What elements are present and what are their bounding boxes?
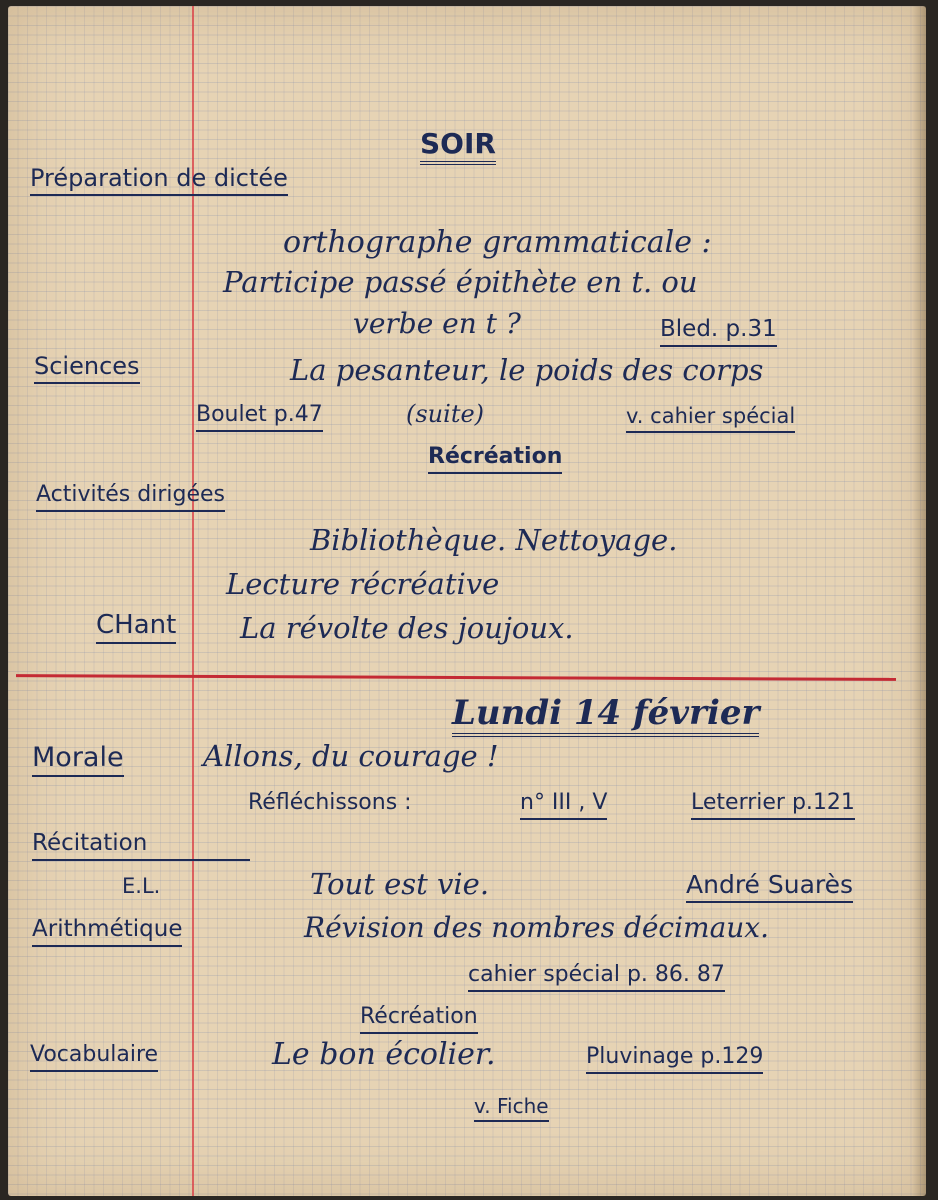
sciences-line: La pesanteur, le poids des corps	[290, 353, 764, 387]
activities-label: Activités dirigées	[36, 484, 225, 512]
vocabulary-worksheet: v. Fiche	[474, 1096, 549, 1122]
recitation-author: André Suarès	[686, 872, 853, 903]
recitation-line: Tout est vie.	[310, 867, 490, 901]
morals-label: Morale	[32, 744, 124, 777]
sciences-suite: (suite)	[406, 400, 485, 428]
vocabulary-label: Vocabulaire	[30, 1044, 158, 1072]
vocabulary-reference: Pluvinage p.129	[586, 1046, 763, 1074]
reflection-numbers: n° III , V	[520, 792, 607, 820]
activities-line-2: Lecture récréative	[226, 567, 500, 601]
reflection-reference: Leterrier p.121	[691, 792, 855, 820]
recitation-label: Récitation	[32, 832, 250, 861]
dictation-line-3: verbe en t ?	[353, 307, 521, 340]
evening-recess: Récréation	[428, 446, 562, 474]
sciences-label: Sciences	[34, 354, 140, 384]
sciences-reference: Boulet p.47	[196, 404, 323, 432]
arithmetic-label: Arithmétique	[32, 918, 182, 947]
dictation-prep-label: Préparation de dictée	[30, 166, 288, 196]
reflection-label: Réfléchissons :	[248, 790, 412, 815]
dictation-line-2: Participe passé épithète en t. ou	[223, 265, 698, 299]
date-heading: Lundi 14 février	[452, 696, 759, 737]
song-label: CHant	[96, 612, 176, 644]
arithmetic-reference: cahier spécial p. 86. 87	[468, 964, 725, 992]
evening-title: SOIR	[420, 130, 496, 165]
notebook-spine	[912, 6, 926, 1196]
notebook-page	[8, 6, 926, 1196]
vocabulary-line: Le bon écolier.	[272, 1037, 496, 1072]
morals-line: Allons, du courage !	[203, 739, 499, 773]
sciences-notebook: v. cahier spécial	[626, 406, 795, 433]
song-title: La révolte des joujoux.	[240, 611, 574, 645]
dictation-line-1: orthographe grammaticale :	[283, 225, 712, 260]
activities-line-1: Bibliothèque. Nettoyage.	[310, 523, 678, 557]
dictation-reference: Bled. p.31	[660, 318, 777, 347]
day-separator-rule	[16, 674, 896, 680]
el-label: E.L.	[122, 874, 161, 898]
arithmetic-line: Révision des nombres décimaux.	[304, 911, 769, 944]
morning-recess: Récréation	[360, 1006, 478, 1034]
